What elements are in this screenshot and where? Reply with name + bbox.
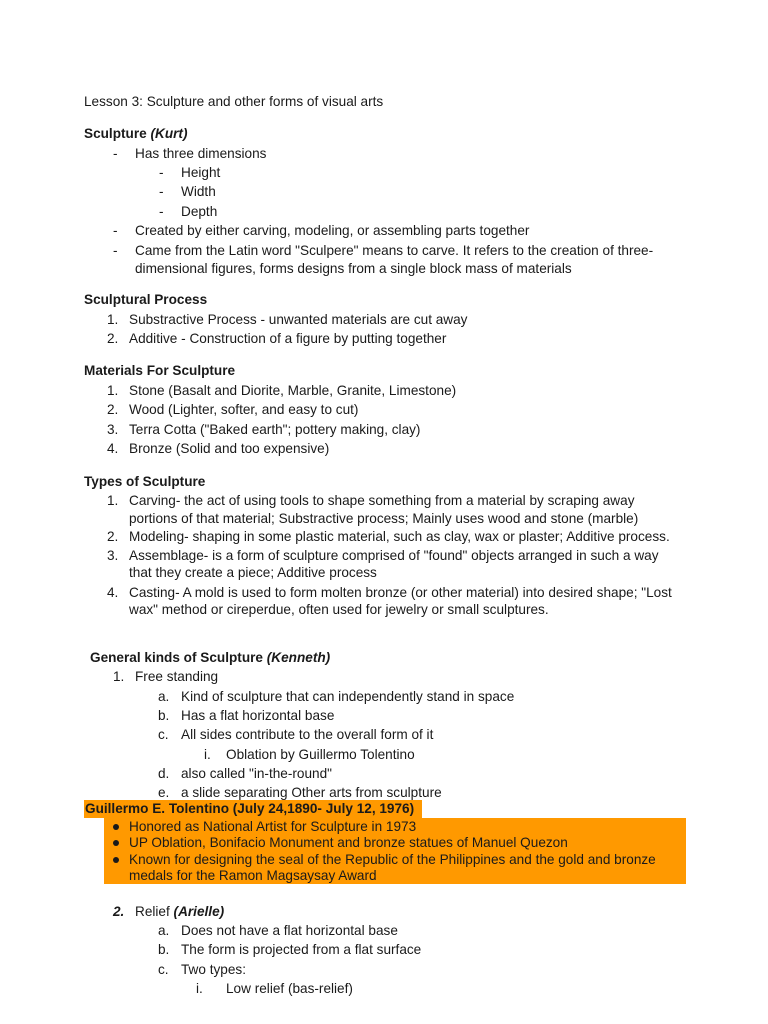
section-heading-types: Types of Sculpture [84,474,206,489]
number-marker: 1. [107,312,119,327]
bullet-icon [113,857,119,863]
free-standing-label: Free standing [135,669,219,684]
type-item-carving-cont: portions of that material; Substractive process; Mainly uses wood and stone (marble) [129,511,639,526]
created-by-text: Created by either carving, modeling, or assembling parts together [135,223,530,238]
dimension-item: Depth [181,204,218,219]
material-item: Stone (Basalt and Diorite, Marble, Granite, Limestone) [129,383,457,398]
free-standing-item: All sides contribute to the overall form of it [181,727,434,742]
number-marker: 1. [107,493,119,508]
letter-marker: b. [158,708,170,723]
material-item: Bronze (Solid and too expensive) [129,441,330,456]
slide-note-item: a slide separating Other arts from sculpture [181,785,442,800]
letter-marker: d. [158,766,170,781]
free-standing-item: Kind of sculpture that can independently stand in space [181,689,515,704]
section-heading-general [90,648,330,668]
relief-item: The form is projected from a flat surface [181,942,422,957]
number-marker: 3. [107,422,119,437]
latin-origin-line2: dimensional figures, forms designs from a single block mass of materials [135,261,572,276]
sculpture-heading: Sculpture [84,126,147,141]
relief-heading: Relief [135,904,170,919]
letter-marker: c. [158,962,169,977]
material-item: Terra Cotta ("Baked earth"; pottery making, clay) [129,422,421,437]
sculpture-author: (Kurt) [150,126,188,141]
dash-marker: - [113,223,118,238]
relief-heading-line [135,902,224,922]
number-marker: 2. [107,529,119,544]
type-item-casting: Casting- A mold is used to form molten bronze (or other material) into desired shape; "Lost [129,585,672,600]
number-marker: 4. [107,441,119,456]
section-heading-process: Sculptural Process [84,292,208,307]
number-marker: 1. [113,669,125,684]
tolentino-heading: Guillermo E. Tolentino (July 24,1890- July 12, 1976) [85,801,415,816]
free-standing-item: Has a flat horizontal base [181,708,335,723]
relief-author: (Arielle) [173,904,225,919]
type-item-modeling: Modeling- shaping in some plastic material, such as clay, wax or plaster; Additive process. [129,529,670,544]
letter-marker: a. [158,689,170,704]
relief-number: 2. [113,904,125,919]
number-marker: 2. [107,331,119,346]
dash-marker: - [159,165,164,180]
number-marker: 4. [107,585,119,600]
dimensions-intro: Has three dimensions [135,146,267,161]
process-item: Substractive Process - unwanted materials are cut away [129,312,468,327]
letter-marker: a. [158,923,170,938]
general-author: (Kenneth) [266,650,331,665]
number-marker: 3. [107,548,119,563]
section-heading-sculpture [84,124,187,144]
dash-marker: - [159,184,164,199]
type-item-casting-cont: wax" method or cireperdue, often used for jewelry or small sculptures. [129,602,549,617]
relief-item: Two types: [181,962,246,977]
also-called-item: also called "in-the-round" [181,766,332,781]
bullet-icon [113,824,119,830]
dimension-item: Width [181,184,216,199]
type-item-carving: Carving- the act of using tools to shape something from a material by scraping away [129,493,635,508]
tolentino-bullet: UP Oblation, Bonifacio Monument and bronze statues of Manuel Quezon [129,835,568,850]
type-item-assemblage: Assemblage- is a form of sculpture comprised of "found" objects arranged in such a way [129,548,659,563]
bullet-icon [113,840,119,846]
letter-marker: b. [158,942,170,957]
type-item-assemblage-cont: that they create a piece; Additive process [129,565,377,580]
dash-marker: - [113,146,118,161]
tolentino-bullet: Honored as National Artist for Sculpture in 1973 [129,819,417,834]
tolentino-bullet-cont: medals for the Ramon Magsaysay Award [129,868,377,883]
oblation-item: Oblation by Guillermo Tolentino [226,747,415,762]
material-item: Wood (Lighter, softer, and easy to cut) [129,402,359,417]
relief-item: Does not have a flat horizontal base [181,923,398,938]
roman-marker: i. [204,747,211,762]
roman-marker: i. [196,981,203,996]
low-relief-item: Low relief (bas-relief) [226,981,353,996]
latin-origin-line1: Came from the Latin word "Sculpere" means to carve. It refers to the creation of three- [135,243,654,258]
section-heading-materials: Materials For Sculpture [84,363,236,378]
general-heading: General kinds of Sculpture [90,650,263,665]
dash-marker: - [159,204,164,219]
number-marker: 1. [107,383,119,398]
tolentino-bullet: Known for designing the seal of the Republic of the Philippines and the gold and bronze [129,852,656,867]
letter-marker: e. [158,785,170,800]
lesson-title: Lesson 3: Sculpture and other forms of visual arts [84,94,384,109]
dash-marker: - [113,243,118,258]
letter-marker: c. [158,727,169,742]
number-marker: 2. [107,402,119,417]
process-item: Additive - Construction of a figure by putting together [129,331,447,346]
dimension-item: Height [181,165,221,180]
